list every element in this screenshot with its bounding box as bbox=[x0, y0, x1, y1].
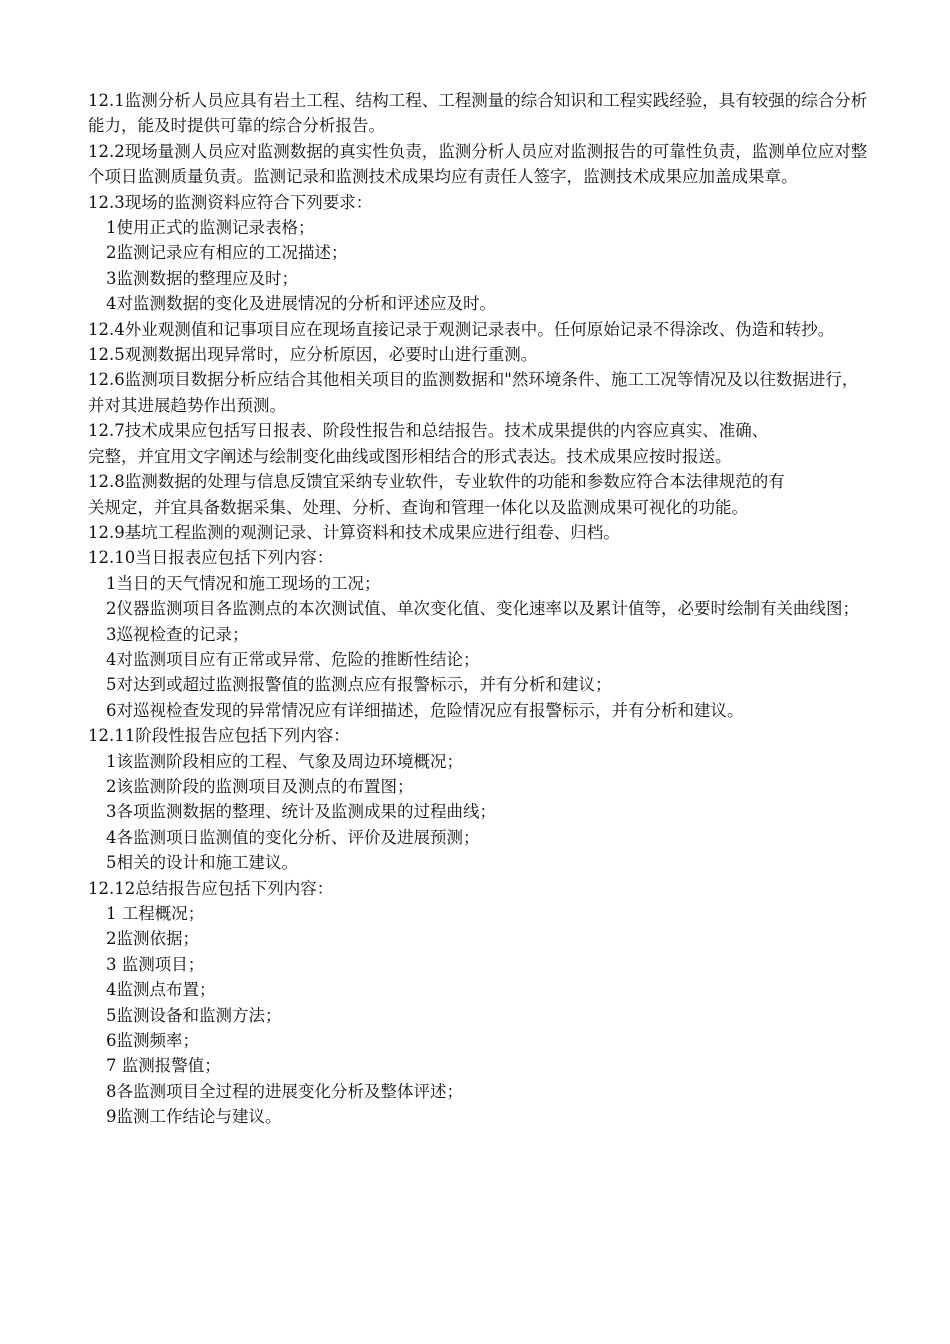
section-12-12: 12.12总结报告应包括下列内容： bbox=[88, 878, 334, 898]
section-12-2: 12.2现场量测人员应对监测数据的真实性负责，监测分析人员应对监测报告的可靠性负责，监测单位应对整个项日监测质量负责。监测记录和监测技术成果均应有责任人签字，监测技术成果应加盖成果章。 bbox=[88, 141, 868, 187]
list-item: 1该监测阶段相应的工程、气象及周边环境概况； bbox=[106, 751, 463, 771]
list-item: 2监测依据； bbox=[106, 929, 199, 949]
list-item: 4监测点布置； bbox=[106, 980, 216, 1000]
list-item: 4各监测项日监测值的变化分析、评价及进展预测； bbox=[106, 827, 480, 847]
list-item: 6监测频率； bbox=[106, 1031, 199, 1051]
section-12-7: 12.7技术成果应包括写日报表、阶段性报告和总结报告。技术成果提供的内容应真实、准确、 bbox=[88, 421, 769, 441]
list-item: 8各监测项目全过程的进展变化分析及整体评述； bbox=[106, 1081, 463, 1101]
list-item: 5对达到或超过监测报警值的监测点应有报警标示，并有分析和建议； bbox=[106, 675, 612, 695]
list-item: 3 监测项目； bbox=[106, 954, 205, 974]
list-item: 6对巡视检查发现的异常情况应有详细描述，危险情况应有报警标示，并有分析和建议。 bbox=[106, 700, 744, 720]
section-12-6: 12.6监测项目数据分析应结合其他相关项目的监测数据和"然环境条件、施工工况等情况及以往数据进行，并对其进展趋势作出预测。 bbox=[88, 370, 859, 415]
list-item: 1 工程概况； bbox=[106, 904, 205, 923]
section-12-5: 12.5观测数据出现异常时，应分析原因，必要时山进行重测。 bbox=[88, 345, 538, 365]
list-item: 7 监测报警值； bbox=[106, 1056, 221, 1076]
list-item: 5相关的设计和施工建议。 bbox=[106, 853, 298, 873]
list-item: 2仪器监测项目各监测点的本次测试值、单次变化值、变化速率以及累计值等，必要时绘制有关曲线图； bbox=[106, 599, 859, 619]
section-12-4: 12.4外业观测值和记事项目应在现场直接记录于观测记录表中。任何原始记录不得涂改、伪造和转抄。 bbox=[88, 319, 835, 339]
list-item: 1使用正式的监测记录表格； bbox=[106, 218, 315, 238]
list-item: 1当日的天气情况和施工现场的工况； bbox=[106, 573, 381, 593]
section-12-10: 12.10当日报表应包括下列内容： bbox=[88, 548, 334, 568]
section-12-8-continued: 关规定，并宜具备数据采集、处理、分析、查询和管理一体化以及监测成果可视化的功能。 bbox=[88, 497, 748, 517]
section-12-9: 12.9基坑工程监测的观测记录、计算资料和技术成果应进行组卷、归档。 bbox=[88, 522, 620, 542]
list-item: 3各项监测数据的整理、统计及监测成果的过程曲线； bbox=[106, 802, 496, 822]
section-12-8: 12.8监测数据的处理与信息反馈宜采纳专业软件，专业软件的功能和参数应符合本法律规范的有 bbox=[88, 472, 785, 492]
list-item: 4对监测数据的变化及进展情况的分析和评述应及时。 bbox=[106, 294, 496, 314]
list-item: 5监测设备和监测方法； bbox=[106, 1005, 282, 1025]
section-12-11: 12.11阶段性报告应包括下列内容： bbox=[88, 726, 350, 746]
list-item: 3巡视检查的记录； bbox=[106, 624, 249, 644]
list-item: 2该监测阶段的监测项目及测点的布置图； bbox=[106, 776, 414, 796]
list-item: 2监测记录应有相应的工况描述； bbox=[106, 243, 348, 263]
document-body bbox=[88, 88, 868, 1130]
list-item: 3监测数据的整理应及时； bbox=[106, 268, 298, 288]
section-12-3: 12.3现场的监测资料应符合下列要求： bbox=[88, 192, 373, 212]
list-item: 9监测工作结论与建议。 bbox=[106, 1107, 282, 1127]
section-12-1: 12.1监测分析人员应具有岩土工程、结构工程、工程测量的综合知识和工程实践经验，具有较强的综合分析能力，能及时提供可靠的综合分析报告。 bbox=[88, 91, 868, 136]
section-12-7-continued: 完整，并宜用文字阐述与绘制变化曲线或图形相结合的形式表达。技术成果应按时报送。 bbox=[88, 446, 732, 466]
list-item: 4对监测项目应有正常或异常、危险的推断性结论； bbox=[106, 649, 480, 669]
